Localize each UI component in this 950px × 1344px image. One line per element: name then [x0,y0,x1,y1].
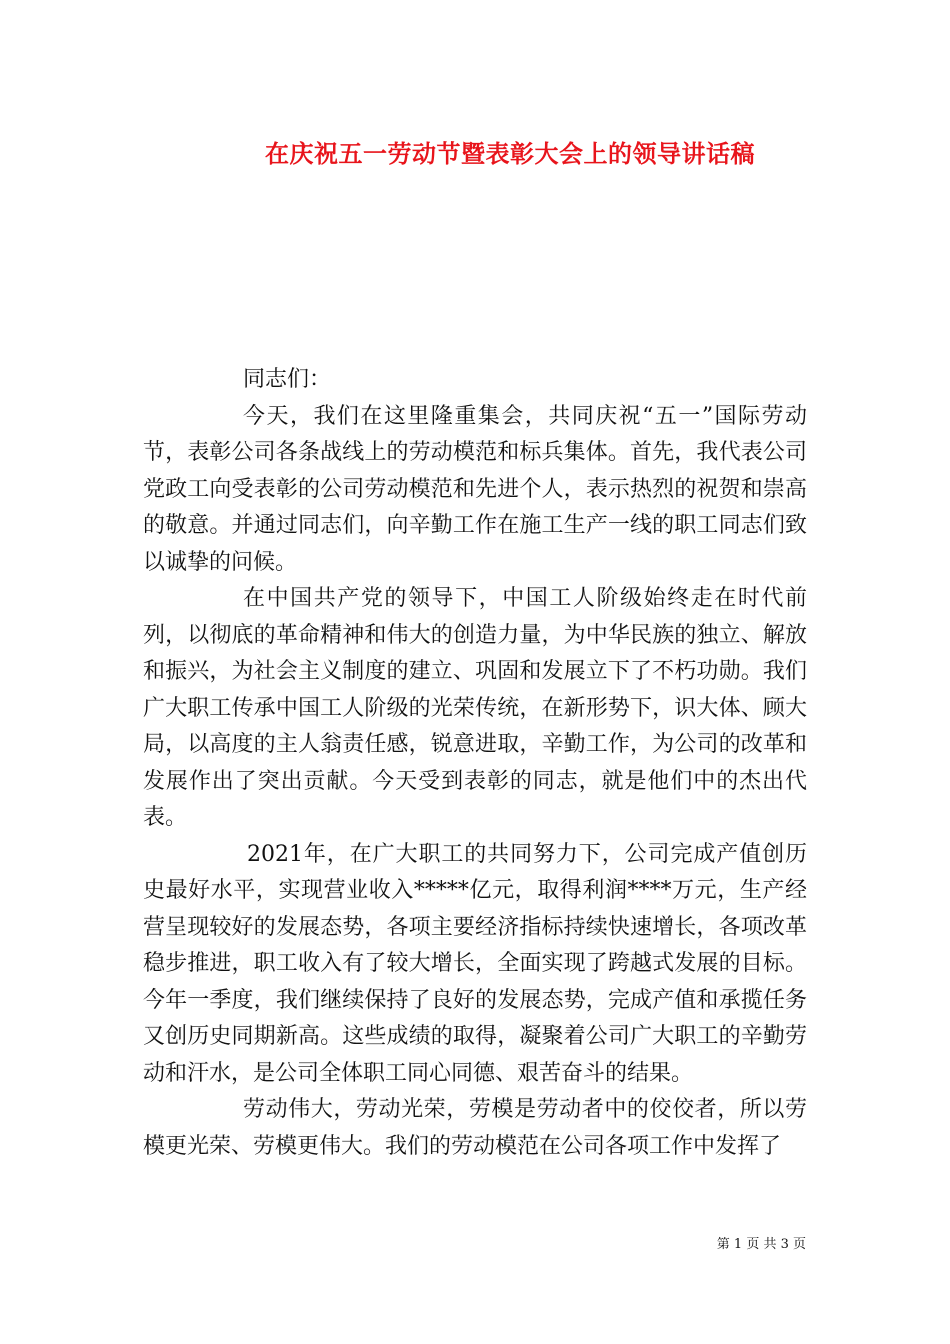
paragraph-4: 劳动伟大，劳动光荣，劳模是劳动者中的佼佼者，所以劳模更光荣、劳模更伟大。我们的劳动模范在公司各项工作中发挥了 [143,1097,807,1159]
paragraph-3: 2021年，在广大职工的共同努力下，公司完成产值创历史最好水平，实现营业收入*****亿元，取得利润****万元，生产经营呈现较好的发展态势，各项主要经济指标持续快速增长，各项改革稳步推进，职工收入有了较大增长，全面实现了跨越式发展的目标。今年一季度，我们继续保持了良好的发展态势，完成产值和承揽任务又创历史同期新高。这些成绩的取得，凝聚着公司广大职工的辛勤劳动和汗水，是公司全体职工同心同德、艰苦奋斗的结果。 [143,841,807,1086]
document-title: 在庆祝五一劳动节暨表彰大会上的领导讲话稿 [265,139,755,168]
document-body [143,362,807,1165]
paragraph-1: 今天，我们在这里隆重集会，共同庆祝“五一”国际劳动节，表彰公司各条战线上的劳动模范和标兵集体。首先，我代表公司党政工向受表彰的公司劳动模范和先进个人，表示热烈的祝贺和崇高的敬意。并通过同志们，向辛勤工作在施工生产一线的职工同志们致以诚挚的问候。 [143,403,807,575]
page-footer: 第 1 页 共 3 页 [716,1237,806,1252]
paragraph-2: 在中国共产党的领导下，中国工人阶级始终走在时代前列，以彻底的革命精神和伟大的创造力量，为中华民族的独立、解放和振兴，为社会主义制度的建立、巩固和发展立下了不朽功勋。我们广大职工传承中国工人阶级的光荣传统，在新形势下，识大体、顾大局，以高度的主人翁责任感，锐意进取，辛勤工作，为公司的改革和发展作出了突出贡献。今天受到表彰的同志，就是他们中的杰出代表。 [143,586,807,830]
salutation: 同志们： [243,367,332,392]
